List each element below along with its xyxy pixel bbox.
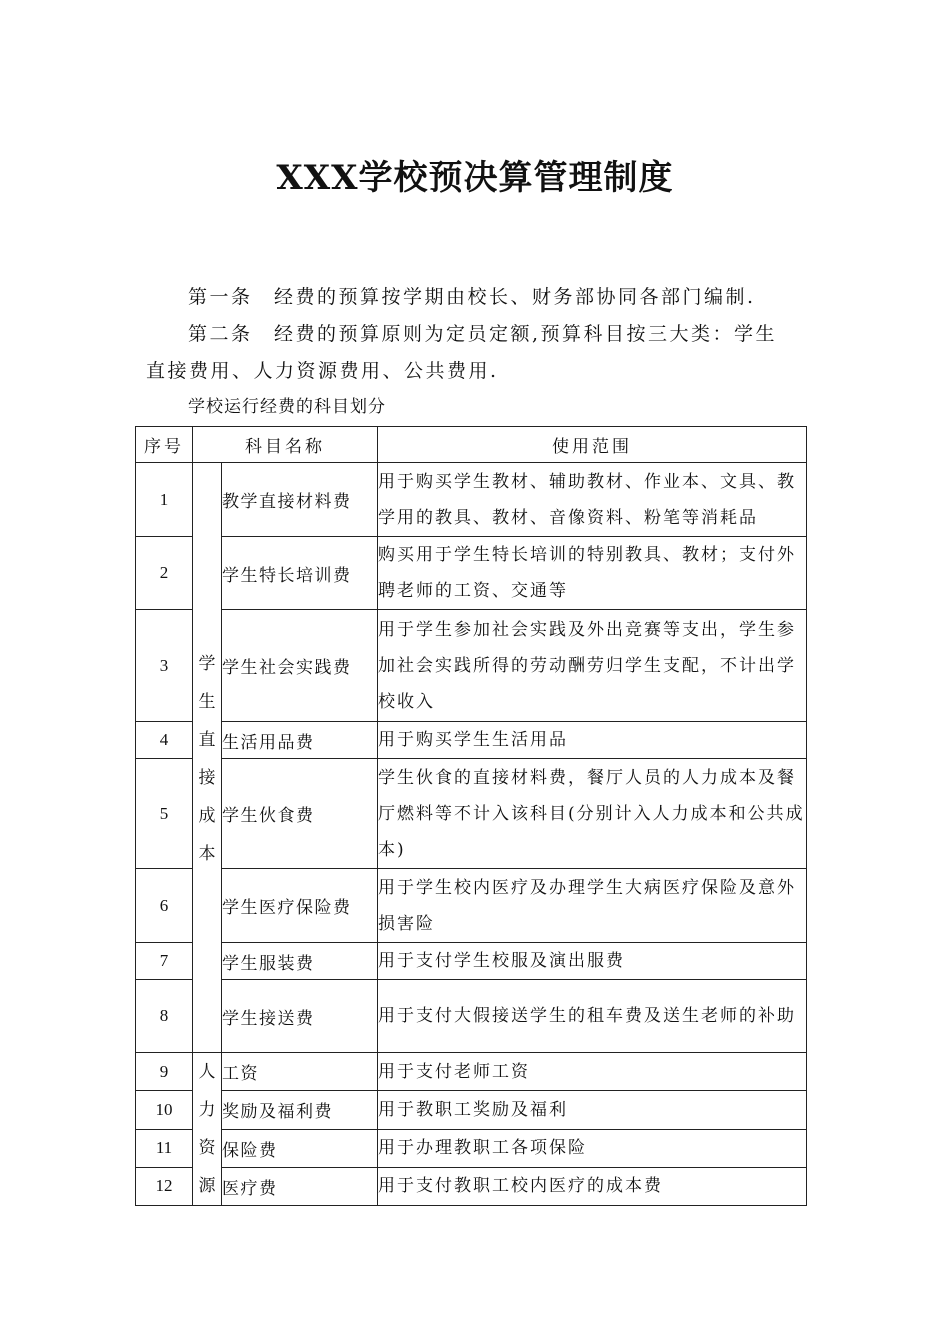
row-scope: 用于办理教职工各项保险	[378, 1129, 807, 1167]
table-header-row	[136, 427, 807, 463]
table-row	[136, 1091, 807, 1129]
category-char: 力	[198, 1100, 216, 1120]
category-char: 成	[198, 806, 216, 826]
row-scope: 用于支付教职工校内医疗的成本费	[378, 1167, 807, 1205]
category-char: 本	[198, 844, 216, 864]
row-subject-name: 学生社会实践费	[222, 610, 378, 722]
header-subject: 科目名称	[193, 427, 378, 463]
category-char: 源	[198, 1176, 216, 1196]
table-row	[136, 463, 807, 537]
category-char: 直	[198, 730, 216, 750]
row-subject-name: 学生医疗保险费	[222, 869, 378, 943]
row-subject-name: 教学直接材料费	[222, 463, 378, 537]
row-index: 12	[136, 1167, 193, 1205]
row-subject-name: 生活用品费	[222, 722, 378, 759]
row-index: 2	[136, 537, 193, 610]
table-row	[136, 1129, 807, 1167]
table-row	[136, 869, 807, 943]
category-char: 接	[198, 768, 216, 788]
row-scope: 学生伙食的直接材料费，餐厅人员的人力成本及餐厅燃料等不计入该科目(分别计入人力成本和公共成本)	[378, 759, 807, 869]
row-index: 9	[136, 1053, 193, 1091]
row-index: 3	[136, 610, 193, 722]
row-scope: 用于购买学生生活用品	[378, 722, 807, 759]
article-1-text: 第一条 经费的预算按学期由校长、财务部协同各部门编制.	[188, 286, 756, 308]
article-2-line-2: 直接费用、人力资源费用、公共费用.	[146, 360, 499, 382]
table-row	[136, 980, 807, 1053]
row-scope: 用于支付老师工资	[378, 1053, 807, 1091]
row-subject-name: 学生特长培训费	[222, 537, 378, 610]
category-char: 资	[198, 1138, 216, 1158]
row-index: 7	[136, 943, 193, 980]
table-row	[136, 722, 807, 759]
category-human-resources	[193, 1053, 222, 1206]
budget-subject-table	[135, 426, 807, 1206]
row-scope: 用于支付大假接送学生的租车费及送生老师的补助	[378, 980, 807, 1053]
category-char: 生	[198, 692, 216, 712]
row-index: 4	[136, 722, 193, 759]
row-subject-name: 保险费	[222, 1129, 378, 1167]
row-subject-name: 学生服装费	[222, 943, 378, 980]
table-row	[136, 537, 807, 610]
row-subject-name: 工资	[222, 1053, 378, 1091]
row-scope: 用于学生参加社会实践及外出竞赛等支出，学生参加社会实践所得的劳动酬劳归学生支配，不计出学校收入	[378, 610, 807, 722]
article-2	[146, 316, 808, 390]
row-subject-name: 学生伙食费	[222, 759, 378, 869]
row-scope: 购买用于学生特长培训的特别教具、教材；支付外聘老师的工资、交通等	[378, 537, 807, 610]
category-student-direct-cost	[193, 463, 222, 1053]
header-scope: 使用范围	[378, 427, 807, 463]
table-row	[136, 943, 807, 980]
header-index: 序号	[136, 427, 193, 463]
row-index: 10	[136, 1091, 193, 1129]
category-char: 人	[198, 1062, 216, 1082]
table-caption: 学校运行经费的科目划分	[188, 397, 386, 417]
table-row	[136, 610, 807, 722]
article-1	[146, 279, 808, 316]
row-scope: 用于学生校内医疗及办理学生大病医疗保险及意外损害险	[378, 869, 807, 943]
row-scope: 用于支付学生校服及演出服费	[378, 943, 807, 980]
row-subject-name: 奖励及福利费	[222, 1091, 378, 1129]
row-index: 11	[136, 1129, 193, 1167]
row-scope: 用于教职工奖励及福利	[378, 1091, 807, 1129]
row-subject-name: 学生接送费	[222, 980, 378, 1053]
article-2-line-1: 第二条 经费的预算原则为定员定额,预算科目按三大类：学生	[188, 323, 778, 345]
row-index: 6	[136, 869, 193, 943]
row-subject-name: 医疗费	[222, 1167, 378, 1205]
row-scope: 用于购买学生教材、辅助教材、作业本、文具、教学用的教具、教材、音像资料、粉笔等消耗品	[378, 463, 807, 537]
row-index: 5	[136, 759, 193, 869]
document-title: XXX学校预决算管理制度	[276, 158, 674, 198]
table-row	[136, 1053, 807, 1091]
category-char: 学	[198, 654, 216, 674]
table-row	[136, 759, 807, 869]
table-row	[136, 1167, 807, 1205]
row-index: 8	[136, 980, 193, 1053]
row-index: 1	[136, 463, 193, 537]
